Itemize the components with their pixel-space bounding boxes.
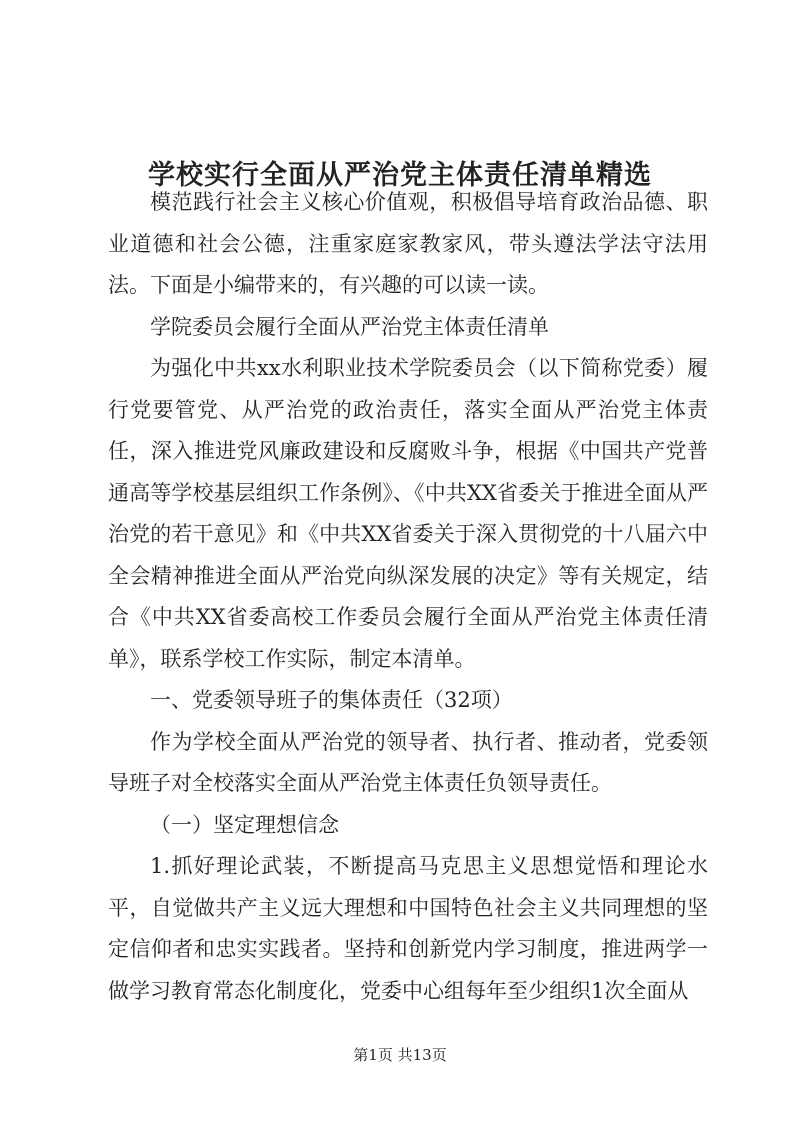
subsection-heading-ideals: （一）坚定理想信念 xyxy=(150,812,339,837)
paragraph-intro: 模范践行社会主义核心价值观，积极倡导培育政治品德、职业道德和社会公德，注重家庭家教家风，带头遵法学法守法用法。下面是小编带来的，有兴趣的可以读一读。 xyxy=(108,190,708,297)
document-body xyxy=(108,182,708,1012)
paragraph-purpose: 为强化中共xx水利职业技术学院委员会（以下简称党委）履行党要管党、从严治党的政治责任，落实全面从严治党主体责任，深入推进党风廉政建设和反腐败斗争，根据《中国共产党普通高等学校基层组织工作条例》、《中共XX省委关于推进全面从严治党的若干意见》和《中共XX省委关于深入贯彻党的十八届六中全会精神推进全面从严治党向纵深发展的决定》等有关规定，结合《中共XX省委高校工作委员会履行全面从严治党主体责任清单》，联系学校工作实际，制定本清单。 xyxy=(108,356,708,671)
page-footer: 第1页 共13页 xyxy=(353,1046,447,1064)
paragraph-item-1: 1.抓好理论武装，不断提高马克思主义思想觉悟和理论水平，自觉做共产主义远大理想和中国特色社会主义共同理想的坚定信仰者和忠实实践者。坚持和创新党内学习制度，推进两学一做学习教育常态化制度化，党委中心组每年至少组织1次全面从 xyxy=(108,854,708,1003)
section-heading-collective-responsibility: 一、党委领导班子的集体责任（32项） xyxy=(150,688,513,712)
paragraph-leadership-role: 作为学校全面从严治党的领导者、执行者、推动者，党委领导班子对全校落实全面从严治党主体责任负领导责任。 xyxy=(108,729,708,795)
paragraph-list-title: 学院委员会履行全面从严治党主体责任清单 xyxy=(150,314,549,339)
document-title: 学校实行全面从严治党主体责任清单精选 xyxy=(148,160,652,192)
